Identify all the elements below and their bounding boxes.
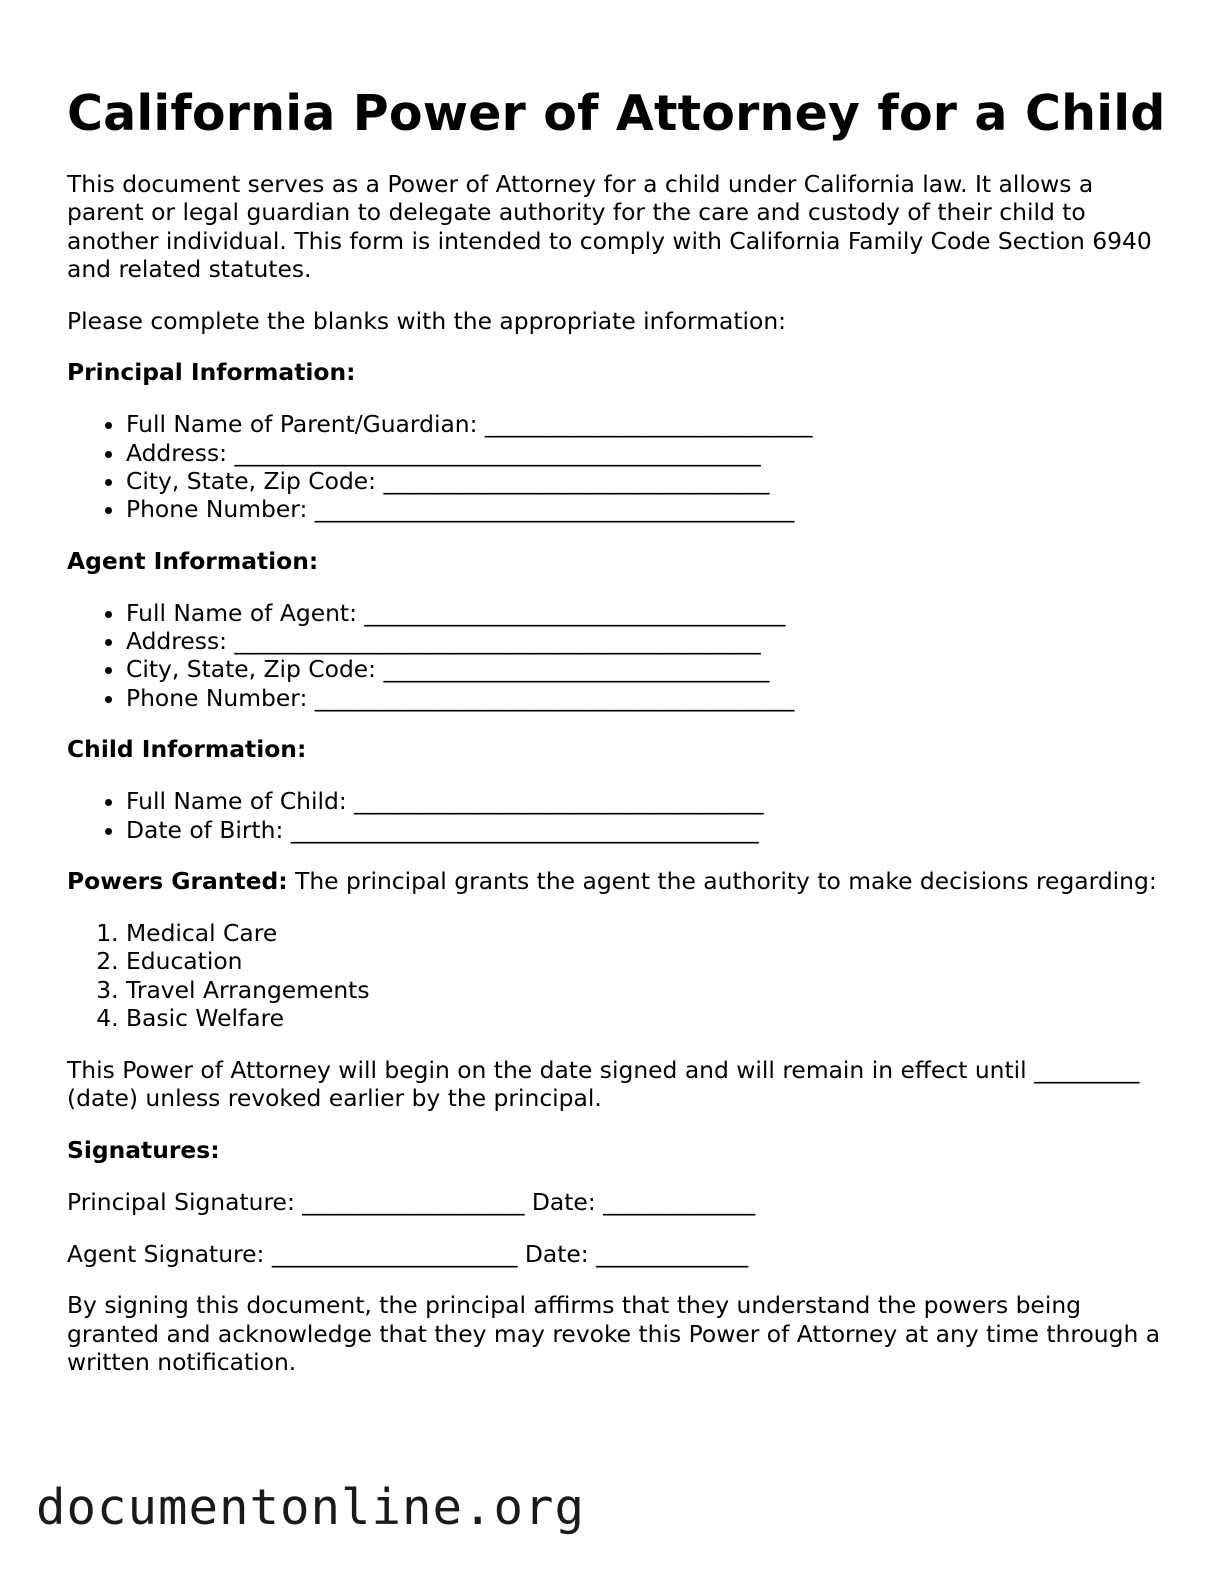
agent-city-field: • City, State, Zip Code: _________________________________ <box>126 655 1167 683</box>
agent-fields-list <box>67 599 1167 712</box>
watermark-text: documentonline.org <box>36 1479 586 1536</box>
principal-signature-line: Principal Signature: ___________________ Date: _____________ <box>67 1187 756 1216</box>
power-item: 2. Education <box>126 947 1167 975</box>
agent-signature-line: Agent Signature: _____________________ Date: _____________ <box>67 1239 749 1268</box>
agent-name-field: • Full Name of Agent: ____________________________________ <box>126 599 1167 627</box>
child-dob-field: • Date of Birth: ________________________________________ <box>126 816 1167 844</box>
principal-phone-field: • Phone Number: _________________________________________ <box>126 495 1167 523</box>
powers-heading: Powers Granted: <box>67 867 288 896</box>
powers-list <box>67 919 1167 1032</box>
principal-heading: Principal Information: <box>67 358 356 387</box>
child-fields-list <box>67 787 1167 844</box>
principal-city-field: • City, State, Zip Code: _________________________________ <box>126 467 1167 495</box>
child-name-field: • Full Name of Child: ___________________________________ <box>126 787 1167 815</box>
agent-address-field: • Address: _____________________________________________ <box>126 627 1167 655</box>
duration-paragraph: This Power of Attorney will begin on the date signed and will remain in effect until _________ (date) unless revoked earlier by the principal. <box>67 1055 1140 1113</box>
principal-address-field: • Address: _____________________________________________ <box>126 439 1167 467</box>
powers-text: The principal grants the agent the authority to make decisions regarding: <box>287 867 1157 896</box>
intro-paragraph: This document serves as a Power of Attorney for a child under California law. It allows a parent or legal guardian to delegate authority for the care and custody of their child to another individual. This form is intended to comply with California Family Code Section 6940 and related statutes. <box>67 170 1152 283</box>
agent-heading: Agent Information: <box>67 546 319 575</box>
principal-fields-list <box>67 410 1167 523</box>
power-item: 3. Travel Arrangements <box>126 976 1167 1004</box>
instruction-text: Please complete the blanks with the appropriate information: <box>67 306 787 335</box>
principal-name-field: • Full Name of Parent/Guardian: ____________________________ <box>126 410 1167 438</box>
page-title: California Power of Attorney for a Child <box>67 85 1166 142</box>
agent-phone-field: • Phone Number: _________________________________________ <box>126 684 1167 712</box>
document-page <box>67 80 1167 1400</box>
power-item: 1. Medical Care <box>126 919 1167 947</box>
closing-paragraph: By signing this document, the principal affirms that they understand the powers being granted and acknowledge that they may revoke this Power of Attorney at any time through a written notification. <box>67 1291 1161 1376</box>
signatures-heading: Signatures: <box>67 1135 220 1164</box>
child-heading: Child Information: <box>67 735 307 764</box>
powers-paragraph <box>67 867 1167 895</box>
power-item: 4. Basic Welfare <box>126 1004 1167 1032</box>
